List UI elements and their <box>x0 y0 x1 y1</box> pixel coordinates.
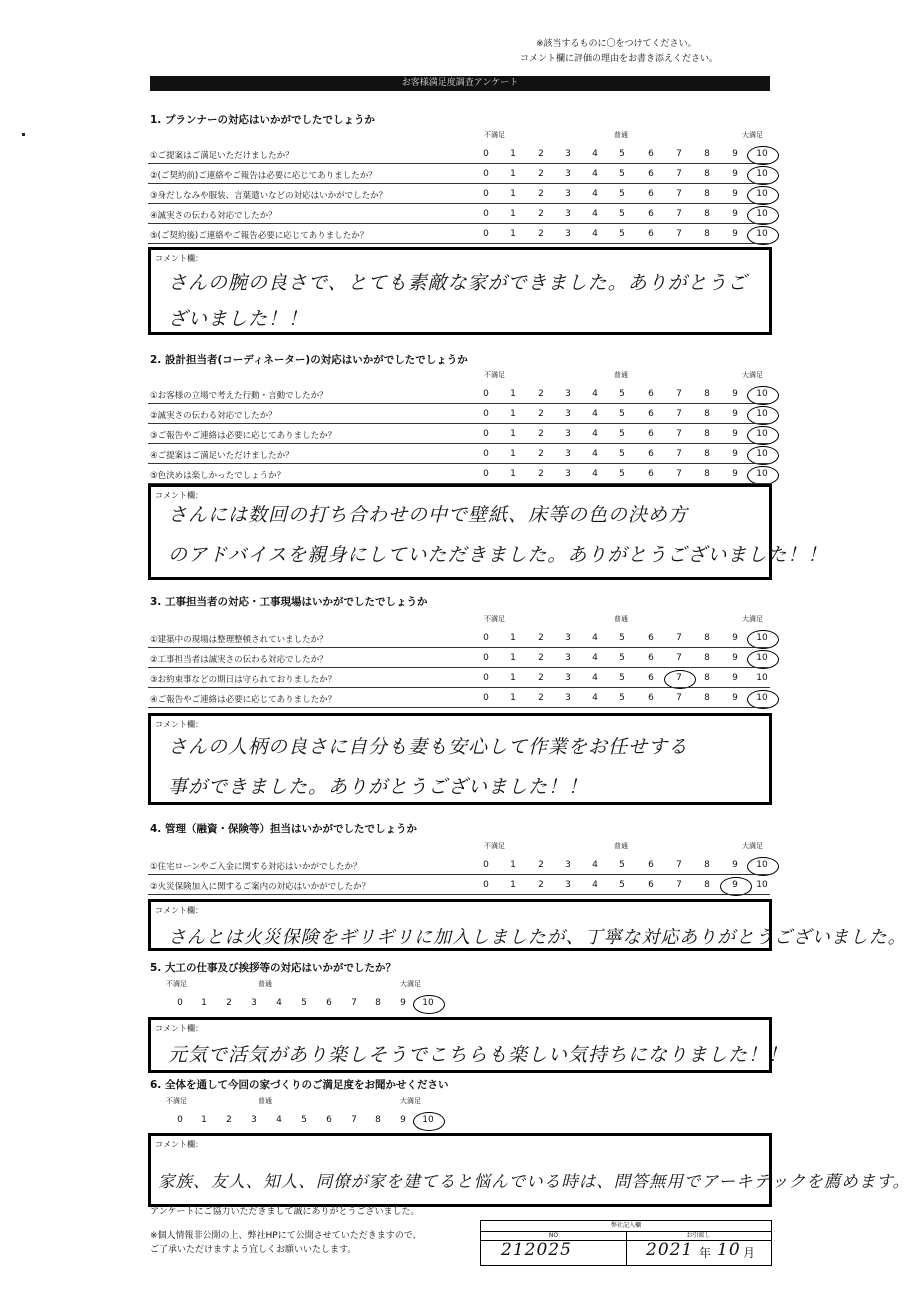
handwritten-comment-line: さんには数回の打ち合わせの中で壁紙、床等の色の決め方 <box>168 504 689 526</box>
rating-option[interactable]: 8 <box>704 429 710 439</box>
rating-option[interactable]: 0 <box>177 998 183 1008</box>
question-text: ①お客様の立場で考えた行動・言動でしたか？ <box>150 391 328 401</box>
rating-option[interactable]: 4 <box>592 653 598 663</box>
rating-option[interactable]: 2 <box>538 469 544 479</box>
rating-option[interactable]: 0 <box>483 693 489 703</box>
rating-option[interactable]: 5 <box>619 429 625 439</box>
row-divider <box>148 403 770 404</box>
rating-option[interactable]: 7 <box>351 998 357 1008</box>
rating-option[interactable]: 2 <box>226 1115 232 1125</box>
rating-option[interactable]: 9 <box>732 860 738 870</box>
delivery-label: お引渡し <box>626 1231 771 1241</box>
rating-option[interactable]: 6 <box>648 209 654 219</box>
rating-option[interactable]: 6 <box>648 189 654 199</box>
rating-option[interactable]: 1 <box>510 673 516 683</box>
row-divider <box>148 423 770 424</box>
rating-option[interactable]: 3 <box>565 149 571 159</box>
s6-scale-mid-label: 普通 <box>258 1097 272 1105</box>
rating-option[interactable]: 5 <box>619 149 625 159</box>
rating-option[interactable]: 3 <box>565 673 571 683</box>
rating-option[interactable]: 8 <box>704 673 710 683</box>
rating-option[interactable]: 10 <box>756 189 768 199</box>
s4-scale-low-label: 不満足 <box>484 842 505 850</box>
rating-option[interactable]: 6 <box>326 998 332 1008</box>
survey-title-bar: お客様満足度調査アンケート <box>150 76 770 91</box>
delivery-month: 10 <box>717 1240 741 1260</box>
rating-option[interactable]: 0 <box>483 409 489 419</box>
rating-option[interactable]: 0 <box>483 169 489 179</box>
rating-option[interactable]: 8 <box>704 409 710 419</box>
rating-option[interactable]: 9 <box>732 653 738 663</box>
question-text: ④ご提案はご満足いただけましたか？ <box>150 451 294 461</box>
rating-option[interactable]: 3 <box>565 860 571 870</box>
rating-option[interactable]: 7 <box>676 673 682 683</box>
rating-option[interactable]: 7 <box>676 449 682 459</box>
rating-option[interactable]: 1 <box>510 169 516 179</box>
rating-option[interactable]: 10 <box>422 1115 434 1125</box>
rating-option[interactable]: 10 <box>756 429 768 439</box>
handwritten-comment-line: さんとは火災保険をギリギリに加入しましたが、丁寧な対応ありがとうございました。 <box>168 927 907 948</box>
handwritten-comment-line: 元気で活気があり楽しそうでこちらも楽しい気持ちになりました！！ <box>168 1044 789 1066</box>
rating-option[interactable]: 10 <box>756 229 768 239</box>
rating-option[interactable]: 0 <box>483 880 489 890</box>
rating-option[interactable]: 1 <box>510 209 516 219</box>
rating-option[interactable]: 10 <box>756 389 768 399</box>
handwritten-comment-line: 事ができました。ありがとうございました！！ <box>168 776 589 798</box>
rating-option[interactable]: 7 <box>676 469 682 479</box>
rating-option[interactable]: 6 <box>648 469 654 479</box>
rating-option[interactable]: 8 <box>704 209 710 219</box>
comment-label: コメント欄： <box>155 1024 203 1033</box>
question-text: ⑤色決めは楽しかったでしょうか？ <box>150 471 286 481</box>
rating-option[interactable]: 0 <box>483 429 489 439</box>
rating-option[interactable]: 9 <box>732 633 738 643</box>
rating-option[interactable]: 9 <box>732 449 738 459</box>
rating-option[interactable]: 0 <box>483 389 489 399</box>
rating-option[interactable]: 7 <box>676 653 682 663</box>
rating-option[interactable]: 1 <box>510 860 516 870</box>
rating-option[interactable]: 0 <box>483 673 489 683</box>
rating-option[interactable]: 1 <box>510 409 516 419</box>
question-text: ②火災保険加入に関するご案内の対応はいかがでしたか？ <box>150 882 371 892</box>
rating-option[interactable]: 9 <box>732 409 738 419</box>
privacy-note-1: ※個人情報非公開の上、弊社HPにて公開させていただきますので、 <box>150 1231 422 1241</box>
rating-option[interactable]: 5 <box>619 673 625 683</box>
s4-scale-mid-label: 普通 <box>614 842 628 850</box>
rating-option[interactable]: 2 <box>538 693 544 703</box>
rating-option[interactable]: 9 <box>732 169 738 179</box>
rating-option[interactable]: 4 <box>592 169 598 179</box>
rating-option[interactable]: 4 <box>592 880 598 890</box>
no-label: NO <box>481 1231 627 1241</box>
rating-option[interactable]: 10 <box>756 469 768 479</box>
rating-option[interactable]: 9 <box>732 189 738 199</box>
rating-option[interactable]: 1 <box>510 653 516 663</box>
rating-option[interactable]: 4 <box>592 209 598 219</box>
rating-option[interactable]: 1 <box>510 880 516 890</box>
rating-option[interactable]: 6 <box>648 169 654 179</box>
comment-label: コメント欄： <box>155 1140 203 1149</box>
rating-option[interactable]: 1 <box>201 998 207 1008</box>
rating-option[interactable]: 6 <box>648 449 654 459</box>
rating-option[interactable]: 4 <box>276 1115 282 1125</box>
question-text: ⑤(ご契約後)ご連絡やご報告必要に応じてありましたか？ <box>150 231 369 241</box>
rating-option[interactable]: 2 <box>538 209 544 219</box>
rating-option[interactable]: 10 <box>422 998 434 1008</box>
rating-option[interactable]: 1 <box>510 693 516 703</box>
rating-option[interactable]: 7 <box>676 409 682 419</box>
rating-option[interactable]: 4 <box>592 189 598 199</box>
rating-option[interactable]: 8 <box>704 169 710 179</box>
s1-scale-high-label: 大満足 <box>742 131 763 139</box>
rating-option[interactable]: 10 <box>756 860 768 870</box>
rating-option[interactable]: 8 <box>704 229 710 239</box>
rating-option[interactable]: 9 <box>400 998 406 1008</box>
rating-option[interactable]: 4 <box>592 673 598 683</box>
rating-option[interactable]: 9 <box>732 693 738 703</box>
rating-option[interactable]: 1 <box>510 449 516 459</box>
s1-scale-low-label: 不満足 <box>484 131 505 139</box>
rating-option[interactable]: 6 <box>648 673 654 683</box>
rating-option[interactable]: 5 <box>619 860 625 870</box>
s3-scale-low-label: 不満足 <box>484 615 505 623</box>
rating-option[interactable]: 3 <box>565 693 571 703</box>
rating-option[interactable]: 4 <box>592 449 598 459</box>
rating-option[interactable]: 2 <box>538 229 544 239</box>
rating-option[interactable]: 9 <box>732 149 738 159</box>
section-title: 4. 管理（融資・保険等）担当はいかがでしたでしょうか <box>150 823 417 835</box>
rating-option[interactable]: 5 <box>619 469 625 479</box>
row-divider <box>148 183 770 184</box>
row-divider <box>148 707 770 708</box>
delivery-year: 2021 <box>646 1240 694 1260</box>
privacy-note-2: ご了承いただけますよう宜しくお願いいたします。 <box>150 1245 357 1255</box>
rating-option[interactable]: 4 <box>592 860 598 870</box>
rating-option[interactable]: 5 <box>619 449 625 459</box>
rating-option[interactable]: 7 <box>676 149 682 159</box>
rating-option[interactable]: 9 <box>400 1115 406 1125</box>
rating-option[interactable]: 2 <box>538 429 544 439</box>
s4-scale-high-label: 大満足 <box>742 842 763 850</box>
rating-option[interactable]: 9 <box>732 429 738 439</box>
rating-option[interactable]: 3 <box>565 229 571 239</box>
selected-rating-circle <box>413 995 445 1014</box>
row-divider <box>148 647 770 648</box>
s6-scale-low-label: 不満足 <box>166 1097 187 1105</box>
rating-option[interactable]: 10 <box>756 449 768 459</box>
rating-option[interactable]: 3 <box>565 409 571 419</box>
rating-option[interactable]: 0 <box>483 149 489 159</box>
rating-option[interactable]: 2 <box>538 169 544 179</box>
survey-number: 212025 <box>501 1240 572 1260</box>
rating-option[interactable]: 8 <box>704 653 710 663</box>
s5-scale-mid-label: 普通 <box>258 980 272 988</box>
question-text: ④誠実さの伝わる対応でしたか？ <box>150 211 277 221</box>
question-text: ①建築中の現場は整理整頓されていましたか？ <box>150 635 328 645</box>
s2-scale-mid-label: 普通 <box>614 371 628 379</box>
rating-option[interactable]: 2 <box>538 149 544 159</box>
rating-option[interactable]: 5 <box>619 409 625 419</box>
rating-option[interactable]: 6 <box>648 653 654 663</box>
rating-option[interactable]: 7 <box>676 389 682 399</box>
rating-option[interactable]: 2 <box>538 389 544 399</box>
rating-option[interactable]: 2 <box>538 860 544 870</box>
s6-scale-high-label: 大満足 <box>400 1097 421 1105</box>
handwritten-comment-line: 家族、友人、知人、同僚が家を建てると悩んでいる時は、問答無用でアーキテックを薦めます。 <box>158 1172 911 1191</box>
rating-option[interactable]: 7 <box>676 693 682 703</box>
rating-option[interactable]: 2 <box>538 880 544 890</box>
rating-option[interactable]: 8 <box>375 1115 381 1125</box>
row-divider <box>148 243 770 244</box>
rating-option[interactable]: 4 <box>592 229 598 239</box>
rating-option[interactable]: 9 <box>732 209 738 219</box>
question-text: ③身だしなみや服装、言葉遣いなどの対応はいかがでしたか？ <box>150 191 388 201</box>
rating-option[interactable]: 6 <box>648 693 654 703</box>
question-text: ②工事担当者は誠実さの伝わる対応でしたか？ <box>150 655 328 665</box>
rating-option[interactable]: 4 <box>592 149 598 159</box>
rating-option[interactable]: 1 <box>510 189 516 199</box>
row-divider <box>148 203 770 204</box>
rating-option[interactable]: 8 <box>704 449 710 459</box>
rating-option[interactable]: 10 <box>756 149 768 159</box>
rating-option[interactable]: 1 <box>510 469 516 479</box>
rating-option[interactable]: 10 <box>756 633 768 643</box>
rating-option[interactable]: 2 <box>226 998 232 1008</box>
rating-option[interactable]: 0 <box>483 633 489 643</box>
rating-option[interactable]: 8 <box>704 880 710 890</box>
rating-option[interactable]: 6 <box>648 409 654 419</box>
divider <box>626 1240 627 1265</box>
comment-label: コメント欄： <box>155 906 203 915</box>
rating-option[interactable]: 3 <box>565 880 571 890</box>
rating-option[interactable]: 1 <box>510 229 516 239</box>
rating-option[interactable]: 3 <box>565 189 571 199</box>
rating-option[interactable]: 6 <box>648 429 654 439</box>
s3-scale-high-label: 大満足 <box>742 615 763 623</box>
question-text: ①ご提案はご満足いただけましたか？ <box>150 151 294 161</box>
rating-option[interactable]: 5 <box>301 998 307 1008</box>
section-title: 5. 大工の仕事及び挨拶等の対応はいかがでしたか？ <box>150 962 396 974</box>
rating-option[interactable]: 6 <box>326 1115 332 1125</box>
rating-option[interactable]: 1 <box>510 429 516 439</box>
rating-option[interactable]: 5 <box>619 653 625 663</box>
rating-option[interactable]: 0 <box>483 469 489 479</box>
rating-option[interactable]: 9 <box>732 469 738 479</box>
rating-option[interactable]: 6 <box>648 880 654 890</box>
rating-option[interactable]: 0 <box>483 229 489 239</box>
rating-option[interactable]: 0 <box>483 653 489 663</box>
rating-option[interactable]: 8 <box>704 860 710 870</box>
rating-option[interactable]: 3 <box>565 169 571 179</box>
question-text: ③ご報告やご連絡は必要に応じてありましたか？ <box>150 431 337 441</box>
row-divider <box>148 894 770 895</box>
rating-option[interactable]: 3 <box>565 469 571 479</box>
rating-option[interactable]: 0 <box>177 1115 183 1125</box>
rating-option[interactable]: 7 <box>676 229 682 239</box>
rating-option[interactable]: 2 <box>538 653 544 663</box>
section-title: 2. 設計担当者(コーディネーター)の対応はいかがでしたでしょうか <box>150 354 468 366</box>
rating-option[interactable]: 7 <box>351 1115 357 1125</box>
row-divider <box>148 667 770 668</box>
year-char: 年 <box>699 1246 712 1260</box>
rating-option[interactable]: 3 <box>565 389 571 399</box>
comment-label: コメント欄： <box>155 720 203 729</box>
rating-option[interactable]: 3 <box>565 653 571 663</box>
rating-option[interactable]: 5 <box>619 389 625 399</box>
question-text: ③お約束事などの期日は守られておりましたか？ <box>150 675 337 685</box>
handwritten-comment-line: のアドバイスを親身にしていただきました。ありがとうございました！！ <box>168 544 828 566</box>
handwritten-comment-line: さんの人柄の良さに自分も妻も安心して作業をお任せする <box>168 736 689 758</box>
rating-option[interactable]: 4 <box>592 633 598 643</box>
s2-scale-low-label: 不満足 <box>484 371 505 379</box>
row-divider <box>148 443 770 444</box>
rating-option[interactable]: 6 <box>648 389 654 399</box>
rating-option[interactable]: 4 <box>592 409 598 419</box>
rating-option[interactable]: 8 <box>704 693 710 703</box>
rating-option[interactable]: 6 <box>648 633 654 643</box>
rating-option[interactable]: 2 <box>538 409 544 419</box>
instruction-note-1: ※該当するものに〇をつけてください。 <box>536 39 697 49</box>
rating-option[interactable]: 10 <box>756 880 768 890</box>
rating-option[interactable]: 10 <box>756 409 768 419</box>
rating-option[interactable]: 7 <box>676 169 682 179</box>
s2-scale-high-label: 大満足 <box>742 371 763 379</box>
rating-option[interactable]: 10 <box>756 673 768 683</box>
rating-option[interactable]: 2 <box>538 673 544 683</box>
month-char: 月 <box>743 1246 756 1260</box>
rating-option[interactable]: 0 <box>483 449 489 459</box>
rating-option[interactable]: 5 <box>619 209 625 219</box>
row-divider <box>148 463 770 464</box>
rating-option[interactable]: 4 <box>592 693 598 703</box>
rating-option[interactable]: 5 <box>619 633 625 643</box>
rating-option[interactable]: 3 <box>565 449 571 459</box>
rating-option[interactable]: 3 <box>565 429 571 439</box>
rating-option[interactable]: 4 <box>592 429 598 439</box>
rating-option[interactable]: 1 <box>510 633 516 643</box>
rating-option[interactable]: 5 <box>619 693 625 703</box>
rating-option[interactable]: 9 <box>732 673 738 683</box>
rating-option[interactable]: 3 <box>251 1115 257 1125</box>
rating-option[interactable]: 0 <box>483 189 489 199</box>
rating-option[interactable]: 10 <box>756 653 768 663</box>
rating-option[interactable]: 4 <box>276 998 282 1008</box>
rating-option[interactable]: 4 <box>592 389 598 399</box>
rating-option[interactable]: 5 <box>619 880 625 890</box>
rating-option[interactable]: 8 <box>704 389 710 399</box>
row-divider <box>148 163 770 164</box>
row-divider <box>148 223 770 224</box>
rating-option[interactable]: 6 <box>648 229 654 239</box>
rating-option[interactable]: 8 <box>704 149 710 159</box>
rating-option[interactable]: 9 <box>732 389 738 399</box>
rating-option[interactable]: 2 <box>538 189 544 199</box>
rating-option[interactable]: 7 <box>676 189 682 199</box>
rating-option[interactable]: 7 <box>676 860 682 870</box>
rating-option[interactable]: 5 <box>619 169 625 179</box>
scan-speck <box>22 133 25 136</box>
comment-label: コメント欄： <box>155 491 203 500</box>
rating-option[interactable]: 1 <box>510 389 516 399</box>
section-title: 6. 全体を通して今回の家づくりのご満足度をお聞かせください <box>150 1079 449 1091</box>
rating-option[interactable]: 7 <box>676 633 682 643</box>
rating-option[interactable]: 5 <box>619 229 625 239</box>
rating-option[interactable]: 8 <box>704 633 710 643</box>
rating-option[interactable]: 7 <box>676 429 682 439</box>
s3-scale-mid-label: 普通 <box>614 615 628 623</box>
office-use-box <box>480 1220 772 1266</box>
s1-scale-mid-label: 普通 <box>614 131 628 139</box>
rating-option[interactable]: 3 <box>565 209 571 219</box>
section-title: 1. プランナーの対応はいかがでしたでしょうか <box>150 114 375 126</box>
rating-option[interactable]: 5 <box>301 1115 307 1125</box>
rating-option[interactable]: 9 <box>732 880 738 890</box>
rating-option[interactable]: 9 <box>732 229 738 239</box>
comment-label: コメント欄： <box>155 254 203 263</box>
rating-option[interactable]: 5 <box>619 189 625 199</box>
rating-option[interactable]: 6 <box>648 149 654 159</box>
rating-option[interactable]: 8 <box>704 189 710 199</box>
question-text: ①住宅ローンやご入金に関する対応はいかがでしたか？ <box>150 862 362 872</box>
s5-scale-high-label: 大満足 <box>400 980 421 988</box>
question-text: ②誠実さの伝わる対応でしたか？ <box>150 411 277 421</box>
rating-option[interactable]: 10 <box>756 209 768 219</box>
rating-option[interactable]: 10 <box>756 693 768 703</box>
rating-option[interactable]: 2 <box>538 633 544 643</box>
rating-option[interactable]: 7 <box>676 209 682 219</box>
rating-option[interactable]: 0 <box>483 860 489 870</box>
rating-option[interactable]: 6 <box>648 860 654 870</box>
handwritten-comment-line: ざいました！！ <box>168 308 309 330</box>
rating-option[interactable]: 3 <box>251 998 257 1008</box>
rating-option[interactable]: 7 <box>676 880 682 890</box>
section-title: 3. 工事担当者の対応・工事現場はいかがでしたでしょうか <box>150 596 428 608</box>
rating-option[interactable]: 8 <box>375 998 381 1008</box>
rating-option[interactable]: 10 <box>756 169 768 179</box>
rating-option[interactable]: 0 <box>483 209 489 219</box>
rating-option[interactable]: 3 <box>565 633 571 643</box>
instruction-note-2: コメント欄に評価の理由をお書き添えください。 <box>520 54 719 64</box>
s5-scale-low-label: 不満足 <box>166 980 187 988</box>
office-use-label: 弊社記入欄 <box>481 1221 771 1232</box>
rating-option[interactable]: 1 <box>201 1115 207 1125</box>
rating-option[interactable]: 1 <box>510 149 516 159</box>
question-text: ④ご報告やご連絡は必要に応じてありましたか？ <box>150 695 337 705</box>
row-divider <box>148 687 770 688</box>
question-text: ②(ご契約前)ご連絡やご報告は必要に応じてありましたか？ <box>150 171 377 181</box>
handwritten-comment-line: さんの腕の良さで、とても素敵な家ができました。ありがとうご <box>168 272 748 294</box>
rating-option[interactable]: 2 <box>538 449 544 459</box>
selected-rating-circle <box>413 1112 445 1131</box>
thanks-text: アンケートにご協力いただきまして誠にありがとうございました。 <box>150 1207 420 1217</box>
rating-option[interactable]: 4 <box>592 469 598 479</box>
rating-option[interactable]: 8 <box>704 469 710 479</box>
row-divider <box>148 874 770 875</box>
